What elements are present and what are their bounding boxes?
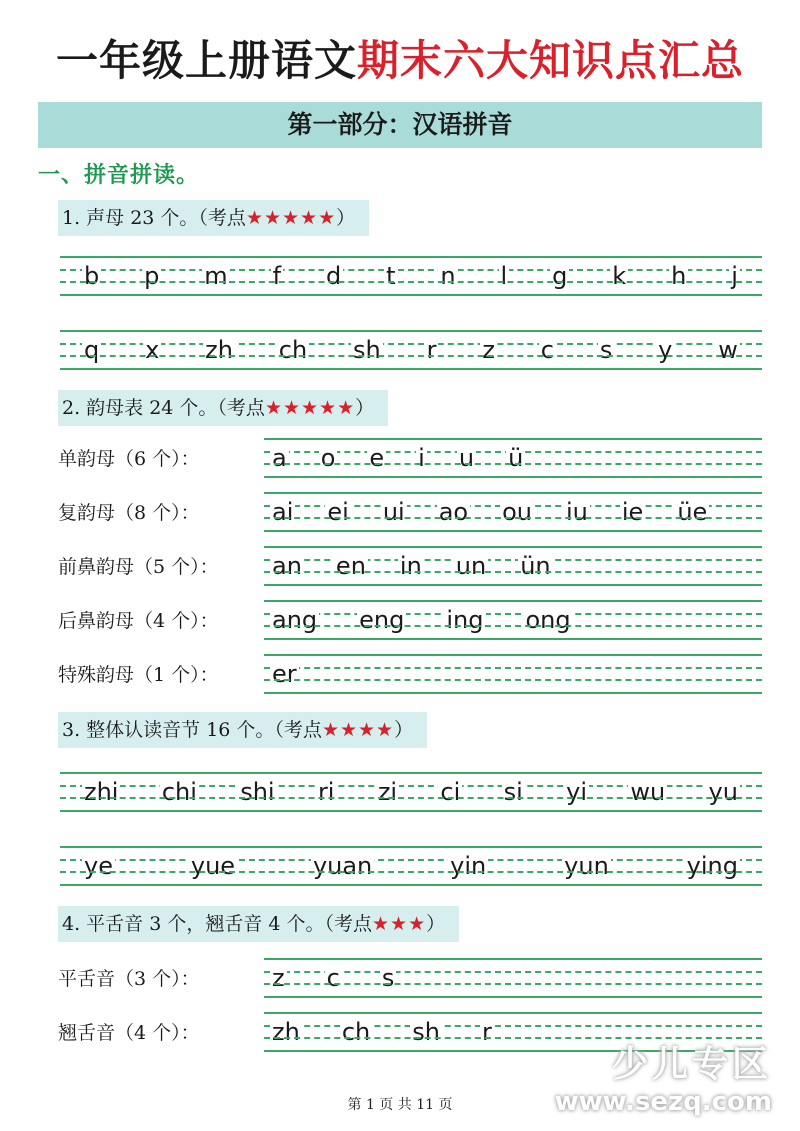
pinyin-letter: ie xyxy=(621,498,644,526)
pinyin-letter: yin xyxy=(450,852,487,880)
pinyin-letter: ou xyxy=(502,498,532,526)
pinyin-letter: wu xyxy=(630,778,666,806)
subheading-initials: 1. 声母 23 个。（考点★★★★★） xyxy=(58,200,369,236)
pinyin-row xyxy=(60,332,762,368)
pinyin-letter: ei xyxy=(327,498,349,526)
pinyin-letter: l xyxy=(500,262,508,290)
pinyin-letter: z xyxy=(482,336,495,364)
pinyin-letter: m xyxy=(204,262,228,290)
pinyin-letter: q xyxy=(84,336,100,364)
pinyin-letter: k xyxy=(612,262,627,290)
pinyin-letter: w xyxy=(718,336,738,364)
pinyin-letter: g xyxy=(552,262,568,290)
subheading-tongue-sounds: 4. 平舌音 3 个，翘舌音 4 个。（考点★★★） xyxy=(58,906,459,942)
page-title xyxy=(0,28,800,88)
rating-stars: ★★★★★ xyxy=(264,397,356,419)
pinyin-letter: zh xyxy=(272,1018,300,1046)
row-label: 后鼻韵母（4 个）： xyxy=(58,610,219,632)
pinyin-letter: r xyxy=(426,336,437,364)
rating-stars: ★★★★ xyxy=(321,719,395,741)
pinyin-letter: c xyxy=(326,964,340,992)
pinyin-letter: yun xyxy=(564,852,609,880)
pinyin-letter: ch xyxy=(341,1018,371,1046)
section-heading: 一、拼音拼读。 xyxy=(38,163,200,188)
pinyin-letter: u xyxy=(458,444,475,472)
pinyin-letter: ui xyxy=(382,498,405,526)
watermark-name: 少儿专区 xyxy=(611,1044,772,1085)
pinyin-letter: ai xyxy=(272,498,294,526)
pinyin-letter: p xyxy=(144,262,160,290)
pinyin-row xyxy=(264,656,762,692)
pinyin-letter: si xyxy=(503,778,523,806)
pinyin-letter: ing xyxy=(446,606,484,634)
writing-band-syllables-2 xyxy=(60,846,762,886)
pinyin-letter: zhi xyxy=(84,778,119,806)
pinyin-letter: yuan xyxy=(312,852,373,880)
pinyin-letter: i xyxy=(418,444,425,472)
pinyin-row xyxy=(264,960,762,996)
title-part1: 一年级上册语文 xyxy=(55,36,357,85)
pinyin-letter: en xyxy=(335,552,366,580)
pinyin-letter: s xyxy=(381,964,395,992)
pinyin-letter: t xyxy=(386,262,396,290)
subheading-whole-syllables: 3. 整体认读音节 16 个。（考点★★★★） xyxy=(58,712,427,748)
row-label: 特殊韵母（1 个）： xyxy=(58,664,219,686)
pinyin-letter: ao xyxy=(438,498,469,526)
writing-band xyxy=(264,546,762,586)
row-label: 单韵母（6 个）： xyxy=(58,448,200,470)
pinyin-letter: z xyxy=(272,964,285,992)
pinyin-row xyxy=(264,494,762,530)
rating-stars: ★★★★★ xyxy=(245,207,337,229)
row-label: 前鼻韵母（5 个）： xyxy=(58,556,219,578)
pinyin-row xyxy=(60,774,762,810)
pinyin-letter: c xyxy=(540,336,554,364)
pinyin-letter: üe xyxy=(677,498,708,526)
pinyin-row xyxy=(264,602,762,638)
writing-band xyxy=(264,438,762,478)
pinyin-letter: sh xyxy=(353,336,381,364)
pinyin-row xyxy=(60,848,762,884)
watermark-url: www.sezq.com xyxy=(554,1087,772,1117)
page-footer: 第 1 页 共 11 页 xyxy=(347,1097,453,1113)
pinyin-row xyxy=(264,440,762,476)
pinyin-letter: er xyxy=(272,660,297,688)
writing-band-syllables-1 xyxy=(60,772,762,812)
pinyin-letter: y xyxy=(658,336,673,364)
pinyin-letter: eng xyxy=(359,606,405,634)
pinyin-letter: f xyxy=(272,262,282,290)
row-label: 复韵母（8 个）： xyxy=(58,502,200,524)
pinyin-letter: r xyxy=(481,1018,492,1046)
pinyin-letter: chi xyxy=(161,778,197,806)
pinyin-letter: ying xyxy=(686,852,738,880)
pinyin-letter: iu xyxy=(566,498,588,526)
pinyin-letter: h xyxy=(671,262,687,290)
writing-band xyxy=(264,958,762,998)
pinyin-letter: shi xyxy=(240,778,275,806)
pinyin-letter: ang xyxy=(272,606,318,634)
pinyin-letter: un xyxy=(455,552,487,580)
writing-band-initials-2 xyxy=(60,330,762,370)
pinyin-letter: zh xyxy=(205,336,233,364)
row-label: 翘舌音（4 个）： xyxy=(58,1022,200,1044)
pinyin-letter: o xyxy=(320,444,336,472)
pinyin-letter: s xyxy=(599,336,613,364)
writing-band xyxy=(264,654,762,694)
pinyin-letter: ch xyxy=(278,336,308,364)
pinyin-letter: ci xyxy=(440,778,461,806)
pinyin-letter: in xyxy=(399,552,422,580)
pinyin-letter: ye xyxy=(84,852,113,880)
pinyin-letter: b xyxy=(84,262,100,290)
pinyin-letter: zi xyxy=(377,778,398,806)
pinyin-letter: a xyxy=(272,444,287,472)
part-banner: 第一部分：汉语拼音 xyxy=(38,102,762,148)
pinyin-letter: yue xyxy=(190,852,236,880)
row-label: 平舌音（3 个）： xyxy=(58,968,200,990)
writing-band xyxy=(264,600,762,640)
subheading-finals: 2. 韵母表 24 个。（考点★★★★★） xyxy=(58,390,388,426)
pinyin-letter: j xyxy=(731,262,738,290)
pinyin-letter: d xyxy=(325,262,342,290)
pinyin-letter: yu xyxy=(708,778,738,806)
writing-band xyxy=(264,492,762,532)
rating-stars: ★★★ xyxy=(372,913,427,935)
pinyin-letter: sh xyxy=(412,1018,440,1046)
pinyin-letter: ün xyxy=(520,552,551,580)
pinyin-letter: ong xyxy=(525,606,571,634)
pinyin-letter: x xyxy=(145,336,160,364)
title-part2: 期末六大知识点汇总 xyxy=(357,36,745,85)
pinyin-letter: yi xyxy=(566,778,587,806)
pinyin-row xyxy=(60,258,762,294)
pinyin-letter: e xyxy=(369,444,385,472)
writing-band-initials-1 xyxy=(60,256,762,296)
pinyin-letter: an xyxy=(272,552,302,580)
pinyin-row xyxy=(264,548,762,584)
pinyin-letter: ri xyxy=(317,778,335,806)
pinyin-letter: n xyxy=(440,262,456,290)
pinyin-letter: ü xyxy=(508,444,524,472)
watermark xyxy=(555,1036,772,1117)
